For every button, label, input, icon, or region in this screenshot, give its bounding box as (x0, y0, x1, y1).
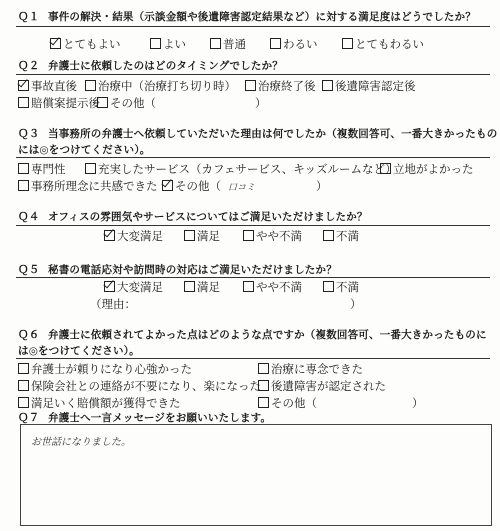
q5-reason-label: （理由： (90, 297, 136, 311)
q5-reason-close: ） (350, 297, 362, 311)
q4-underline (16, 225, 490, 226)
q6-other-close: ） (412, 396, 424, 410)
q5-option-dissatisfied[interactable]: 不満 (323, 279, 359, 295)
checkbox-icon[interactable] (18, 80, 29, 91)
q6-underline (16, 358, 490, 359)
q7-handwritten-message: お世話になりました。 (31, 437, 131, 448)
q1-underline (16, 26, 490, 27)
q2-question: 弁護士に依頼したのはどのタイミングでしたか？ (48, 60, 283, 72)
checkbox-icon[interactable] (323, 230, 334, 241)
q2-number: Ｑ２ (18, 60, 40, 72)
q1-number: Ｑ１ (18, 11, 40, 23)
q3-other-close: ） (316, 179, 328, 193)
q1-title (18, 9, 476, 24)
q7-question: 弁護士へ一言メッセージをお願いいたします。 (48, 412, 272, 424)
q4-option-very-satisfied[interactable]: 大変満足 (104, 228, 163, 244)
checkbox-icon[interactable] (322, 80, 333, 91)
q1-option-normal[interactable]: 普通 (210, 36, 246, 52)
checkbox-icon[interactable] (18, 97, 29, 108)
q2-option-during-treatment[interactable]: 治療中（治療打ち切り時） (85, 78, 236, 94)
q2-option-other[interactable]: その他（ (97, 95, 156, 111)
q6-title-line2: は◎をつけてください）。 (18, 345, 140, 357)
q6-option-focus-treatment[interactable]: 治療に専念できた (258, 361, 363, 377)
q3-title-line2: には◎をつけてください）。 (18, 144, 151, 156)
q3-underline (16, 157, 490, 158)
checkbox-icon[interactable] (97, 97, 108, 108)
checkbox-icon[interactable] (18, 363, 29, 374)
checkbox-icon[interactable] (85, 80, 96, 91)
q3-option-expertise[interactable]: 専門性 (18, 161, 66, 177)
q2-title (18, 58, 283, 73)
q2-option-after-treatment[interactable]: 治療終了後 (245, 78, 316, 94)
q3-option-philosophy[interactable]: 事務所理念に共感できた (18, 178, 158, 194)
checkbox-icon[interactable] (342, 38, 353, 49)
q1-option-very-bad[interactable]: とてもわるい (342, 36, 424, 52)
q3-option-other[interactable]: その他（ (162, 178, 221, 194)
q2-option-right-after[interactable]: 事故直後 (18, 78, 77, 94)
q6-number: Ｑ６ (18, 329, 40, 341)
checkbox-icon[interactable] (162, 180, 173, 191)
q5-number: Ｑ５ (18, 264, 40, 276)
q1-question: 事件の解決・結果（示談金額や後遺障害認定結果など）に対する満足度はどうでしたか？ (48, 11, 476, 23)
checkbox-icon[interactable] (270, 38, 281, 49)
q3-other-handwritten: 口コミ (228, 183, 256, 193)
q6-option-certified[interactable]: 後遺障害が認定された (258, 378, 386, 394)
q2-option-after-certification[interactable]: 後遺障害認定後 (322, 78, 416, 94)
checkbox-icon[interactable] (150, 38, 161, 49)
checkbox-icon[interactable] (210, 38, 221, 49)
checkbox-icon[interactable] (245, 80, 256, 91)
q4-option-satisfied[interactable]: 満足 (184, 228, 220, 244)
q5-option-satisfied[interactable]: 満足 (184, 279, 220, 295)
q3-option-services[interactable]: 充実したサービス（カフェサービス、キッズルームなど） (85, 161, 397, 177)
q6-option-reliable[interactable]: 弁護士が頼りになり心強かった (18, 361, 192, 377)
checkbox-icon[interactable] (258, 380, 269, 391)
q5-underline (16, 277, 490, 278)
q7-title (18, 410, 271, 425)
checkbox-icon[interactable] (258, 363, 269, 374)
q7-number: Ｑ７ (18, 412, 40, 424)
q2-underline (16, 74, 490, 75)
checkbox-icon[interactable] (243, 281, 254, 292)
q5-option-very-satisfied[interactable]: 大変満足 (104, 279, 163, 295)
q3-option-location[interactable]: 立地がよかった (380, 161, 474, 177)
q6-question: 弁護士に依頼されてよかった点はどのような点ですか（複数回答可、一番大きかったものに (48, 329, 487, 341)
q2-option-after-offer[interactable]: 賠償案提示後 (18, 95, 100, 111)
checkbox-icon[interactable] (18, 163, 29, 174)
q4-number: Ｑ４ (18, 211, 40, 223)
q5-option-somewhat-dissatisfied[interactable]: やや不満 (243, 279, 302, 295)
q1-option-good[interactable]: よい (150, 36, 186, 52)
message-textarea[interactable] (20, 424, 492, 526)
q4-title (18, 209, 368, 224)
q6-option-compensation[interactable]: 満足いく賠償額が獲得できた (18, 395, 181, 411)
q5-title (18, 262, 337, 277)
checkbox-icon[interactable] (184, 230, 195, 241)
q4-option-dissatisfied[interactable]: 不満 (323, 228, 359, 244)
q4-option-somewhat-dissatisfied[interactable]: やや不満 (243, 228, 302, 244)
q3-question: 当事務所の弁護士へ依頼していただいた理由は何でしたか（複数回答可、一番大きかったもの (48, 128, 498, 140)
checkbox-icon[interactable] (85, 163, 96, 174)
checkbox-icon[interactable] (243, 230, 254, 241)
checkbox-icon[interactable] (18, 380, 29, 391)
checkbox-icon[interactable] (18, 180, 29, 191)
checkbox-icon[interactable] (184, 281, 195, 292)
checkbox-icon[interactable] (104, 230, 115, 241)
q1-option-very-good[interactable]: とてもよい (50, 36, 121, 52)
q6-title (18, 327, 487, 342)
q2-other-close: ） (255, 96, 267, 110)
checkbox-icon[interactable] (18, 397, 29, 408)
q3-number: Ｑ３ (18, 128, 40, 140)
q5-question: 秘書の電話応対や訪問時の対応はご満足いただけましたか？ (48, 264, 337, 276)
q1-option-bad[interactable]: わるい (270, 36, 318, 52)
q4-question: オフィスの雰囲気やサービスについてはご満足いただけましたか？ (48, 211, 368, 223)
checkbox-icon[interactable] (104, 281, 115, 292)
q6-option-other[interactable]: その他（ (258, 395, 317, 411)
checkbox-icon[interactable] (323, 281, 334, 292)
checkbox-icon[interactable] (50, 38, 61, 49)
q3-title (18, 126, 497, 141)
checkbox-icon[interactable] (258, 397, 269, 408)
q6-option-no-insurer-contact[interactable]: 保険会社との連絡が不要になり、楽になった (18, 378, 261, 394)
checkbox-icon[interactable] (380, 163, 391, 174)
